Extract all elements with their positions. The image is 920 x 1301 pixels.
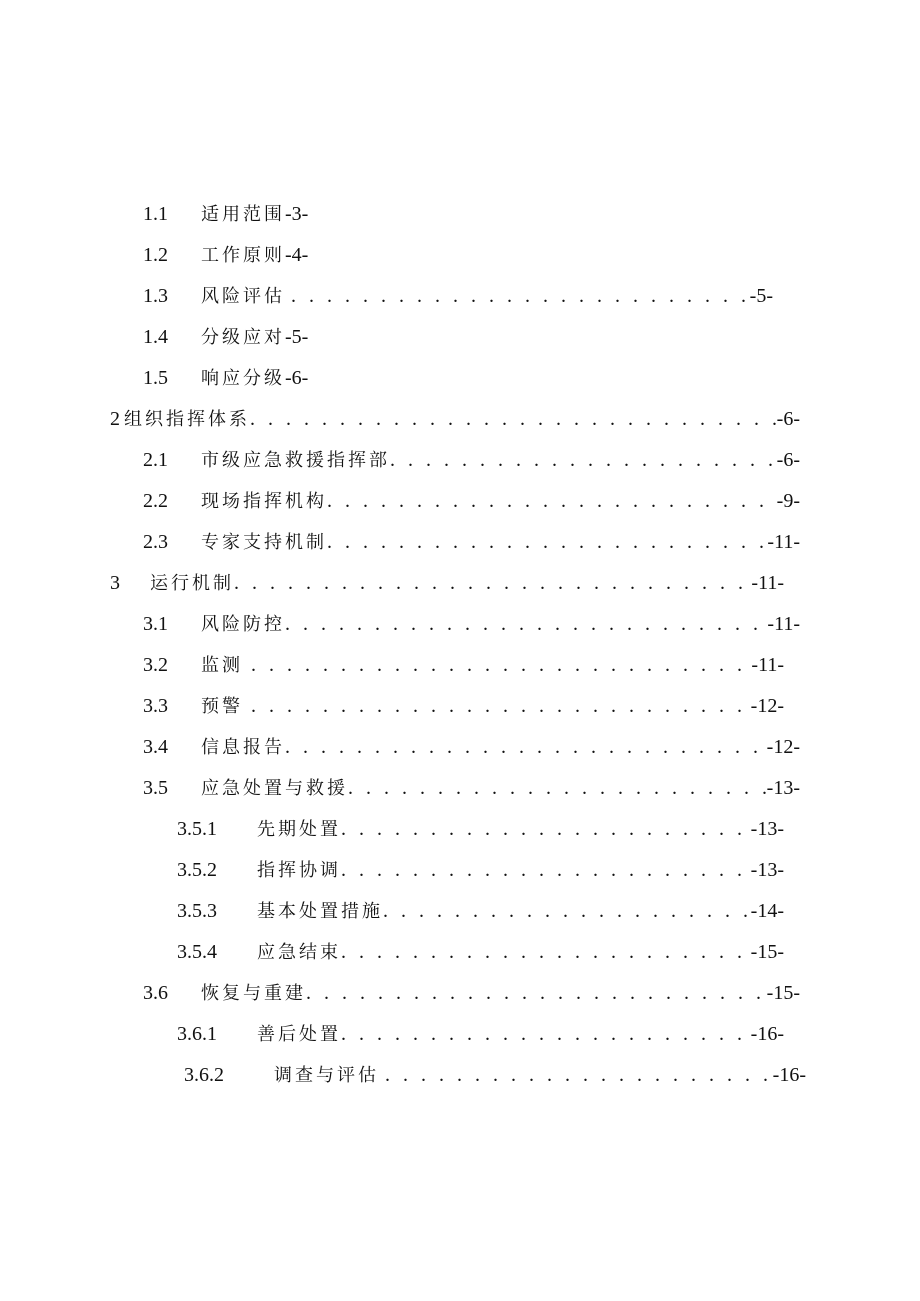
toc-page: -12- (750, 695, 784, 717)
toc-entry-2-2[interactable] (143, 486, 800, 516)
toc-title: 信息报告 (201, 737, 285, 758)
toc-number: 1.4 (143, 326, 168, 348)
dot-leader (291, 281, 750, 311)
toc-number: 2.2 (143, 490, 168, 512)
toc-entry-3-5-2[interactable] (177, 855, 784, 885)
toc-entry-2[interactable] (110, 404, 800, 434)
toc-title: 先期处置 (257, 819, 341, 840)
toc-title: 风险防控 (201, 614, 285, 635)
toc-entry-3-6[interactable] (143, 978, 800, 1008)
toc-number: 3.5.2 (177, 859, 217, 881)
toc-number: 2.3 (143, 531, 168, 553)
toc-number: 3.5.4 (177, 941, 217, 963)
toc-page: -11- (751, 572, 784, 594)
toc-title: 组织指挥体系 (124, 409, 250, 430)
toc-number: 3.6.1 (177, 1023, 217, 1045)
toc-number: 2.1 (143, 449, 168, 471)
dot-leader (341, 937, 751, 967)
toc-title: 响应分级 (201, 368, 285, 389)
toc-title: 适用范围 (201, 204, 285, 225)
dot-leader (234, 568, 751, 598)
toc-page: -12- (766, 736, 800, 758)
toc-title: 现场指挥机构 (201, 491, 327, 512)
toc-page: -11- (767, 531, 800, 553)
toc-number: 3.3 (143, 695, 168, 717)
toc-number: 3.5.3 (177, 900, 217, 922)
toc-number: 3.5 (143, 777, 168, 799)
dot-leader (341, 814, 751, 844)
toc-title: 指挥协调 (257, 860, 341, 881)
toc-entry-1-3[interactable] (143, 281, 773, 311)
toc-title: 预警 (201, 696, 243, 717)
toc-number: 3.1 (143, 613, 168, 635)
toc-page: -16- (772, 1064, 806, 1086)
dot-leader (285, 732, 767, 762)
toc-page: -13- (750, 859, 784, 881)
toc-page: -14- (750, 900, 784, 922)
toc-title: 善后处置 (257, 1024, 341, 1045)
toc-title: 市级应急救援指挥部 (201, 450, 390, 471)
toc-page: -5- (285, 326, 309, 348)
dot-leader (306, 978, 767, 1008)
dot-leader (341, 855, 751, 885)
toc-number: 1.1 (143, 203, 168, 225)
toc-page: -15- (750, 941, 784, 963)
toc-title: 专家支持机制 (201, 532, 327, 553)
toc-entry-3-3[interactable] (143, 691, 784, 721)
toc-page: -4- (285, 244, 309, 266)
dot-leader (251, 650, 751, 680)
dot-leader (383, 896, 751, 926)
toc-entry-3-5-4[interactable] (177, 937, 784, 967)
toc-page: -6- (285, 367, 309, 389)
toc-title: 应急结束 (257, 942, 341, 963)
toc-number: 2 (110, 408, 120, 430)
toc-number: 3.5.1 (177, 818, 217, 840)
toc-page: -15- (766, 982, 800, 1004)
toc-number: 1.3 (143, 285, 168, 307)
toc-entry-3-6-2[interactable] (184, 1060, 806, 1090)
toc-page: -3- (285, 203, 309, 225)
toc-page: -11- (767, 613, 800, 635)
toc-number: 3.6 (143, 982, 168, 1004)
dot-leader (251, 691, 751, 721)
toc-title: 运行机制 (150, 573, 234, 594)
toc-number: 1.5 (143, 367, 168, 389)
toc-entry-3-6-1[interactable] (177, 1019, 784, 1049)
toc-title: 调查与评估 (274, 1065, 379, 1086)
toc-title: 监测 (201, 655, 243, 676)
dot-leader (348, 773, 767, 803)
dot-leader (385, 1060, 773, 1090)
dot-leader (327, 527, 767, 557)
toc-entry-2-3[interactable] (143, 527, 800, 557)
dot-leader (341, 1019, 751, 1049)
toc-page: -6- (776, 449, 800, 471)
toc-entry-1-1[interactable] (143, 199, 308, 229)
toc-entry-3-5-3[interactable] (177, 896, 784, 926)
toc-page: -5- (749, 285, 773, 307)
toc-number: 3.6.2 (184, 1064, 224, 1086)
toc-title: 分级应对 (201, 327, 285, 348)
toc-page: -9- (776, 490, 800, 512)
toc-entry-3-2[interactable] (143, 650, 784, 680)
dot-leader (250, 404, 777, 434)
toc-title: 工作原则 (201, 245, 285, 266)
toc-entry-3-4[interactable] (143, 732, 800, 762)
toc-title: 恢复与重建 (201, 983, 306, 1004)
toc-page: -16- (750, 1023, 784, 1045)
dot-leader (285, 609, 767, 639)
dot-leader (390, 445, 777, 475)
toc-entry-3[interactable] (110, 568, 784, 598)
toc-entry-1-2[interactable] (143, 240, 308, 270)
toc-entry-1-4[interactable] (143, 322, 308, 352)
toc-entry-1-5[interactable] (143, 363, 308, 393)
toc-number: 3.2 (143, 654, 168, 676)
toc-entry-3-5[interactable] (143, 773, 800, 803)
toc-number: 3 (110, 572, 120, 594)
toc-page: -13- (750, 818, 784, 840)
toc-title: 风险评估 (201, 286, 285, 307)
toc-page: -13- (766, 777, 800, 799)
toc-entry-2-1[interactable] (143, 445, 800, 475)
toc-page: -6- (776, 408, 800, 430)
toc-number: 3.4 (143, 736, 168, 758)
toc-entry-3-5-1[interactable] (177, 814, 784, 844)
toc-title: 基本处置措施 (257, 901, 383, 922)
toc-number: 1.2 (143, 244, 168, 266)
toc-title: 应急处置与救援 (201, 778, 348, 799)
toc-page: -11- (751, 654, 784, 676)
toc-entry-3-1[interactable] (143, 609, 800, 639)
dot-leader (327, 486, 777, 516)
